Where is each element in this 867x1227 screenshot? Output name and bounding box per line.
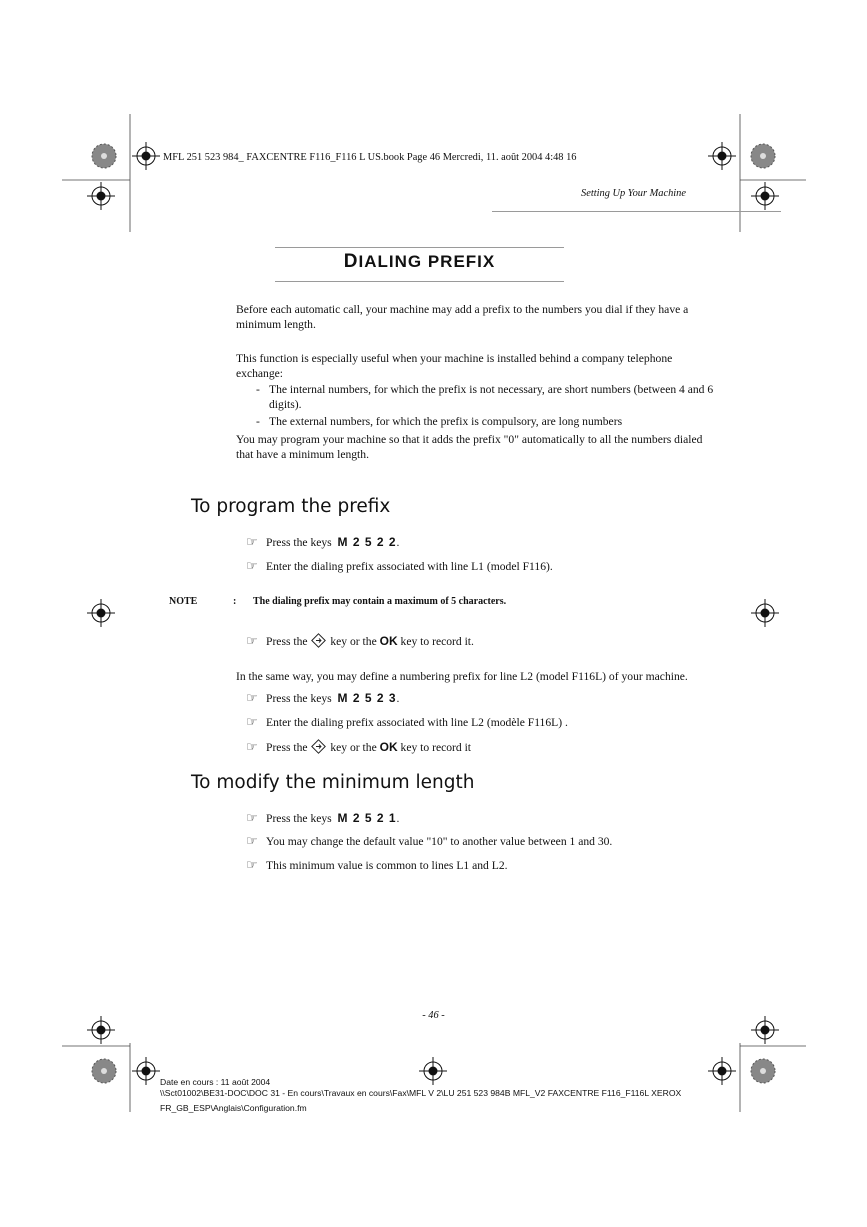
- title-rule-bottom: [275, 281, 564, 282]
- step-press-start-or-ok-l2: ☞ Press the key or the OK key to record it: [246, 740, 472, 755]
- footer-date: Date en cours : 11 août 2004: [160, 1077, 271, 1087]
- registration-mark-icon: [419, 1057, 447, 1085]
- registration-mark-icon: [132, 1057, 160, 1085]
- note-label: NOTE: [169, 596, 198, 607]
- step-press-keys-m2521: ☞ Press the keys M 2 5 2 1.: [246, 811, 400, 826]
- star-target-icon: [92, 144, 116, 168]
- ok-key-label: OK: [379, 740, 398, 754]
- pointing-hand-icon: ☞: [246, 715, 258, 730]
- step-press-keys-m2523: ☞ Press the keys M 2 5 2 3.: [246, 691, 400, 706]
- star-target-icon: [92, 1059, 116, 1083]
- intro-bullet-list: [256, 382, 722, 429]
- star-target-icon: [751, 1059, 775, 1083]
- step-enter-prefix-l2: ☞ Enter the dialing prefix associated with line L2 (modèle F116L) .: [246, 715, 568, 730]
- title-word2: PREFIX: [427, 252, 496, 271]
- list-item: - The internal numbers, for which the prefix is not necessary, are short numbers (between 4 and 6 digits).: [256, 383, 714, 411]
- diamond-start-key-icon: [311, 633, 326, 648]
- ok-key-label: OK: [379, 634, 398, 648]
- page-title: [275, 251, 564, 273]
- step-change-default-value: ☞ You may change the default value "10" to another value between 1 and 30.: [246, 834, 613, 849]
- registration-mark-icon: [708, 142, 736, 170]
- page-number: - 46 -: [422, 1010, 445, 1021]
- pointing-hand-icon: ☞: [246, 740, 258, 755]
- intro-paragraph-2: This function is especially useful when your machine is installed behind a company telephone exchange:: [236, 352, 673, 380]
- line2-paragraph: In the same way, you may define a numbering prefix for line L2 (model F116L) of your machine.: [236, 670, 688, 683]
- intro-paragraph-3: You may program your machine so that it adds the prefix "0" automatically to all the numbers dialed that have a minimum length.: [236, 433, 703, 461]
- footer-path: \\Sct01002\BE31-DOC\DOC 31 - En cours\Travaux en cours\Fax\MFL V 2\LU 251 523 984B MFL_V2 FAXCENTRE F116_F116L XEROX: [160, 1088, 682, 1098]
- step-press-keys-m2522: ☞ Press the keys M 2 5 2 2.: [246, 535, 400, 550]
- intro-paragraph-1: Before each automatic call, your machine may add a prefix to the numbers you dial if they have a minimum length.: [236, 303, 689, 331]
- registration-mark-icon: [132, 142, 160, 170]
- registration-mark-icon: [708, 1057, 736, 1085]
- step-common-minimum: ☞ This minimum value is common to lines L1 and L2.: [246, 858, 508, 873]
- key-sequence: M 2 5 2 3: [337, 691, 397, 705]
- note-colon: :: [233, 596, 237, 607]
- pointing-hand-icon: ☞: [246, 834, 258, 849]
- title-rule-top: [275, 247, 564, 248]
- registration-mark-icon: [751, 599, 779, 627]
- pointing-hand-icon: ☞: [246, 634, 258, 649]
- pointing-hand-icon: ☞: [246, 691, 258, 706]
- running-head: Setting Up Your Machine: [581, 188, 686, 199]
- pointing-hand-icon: ☞: [246, 811, 258, 826]
- pointing-hand-icon: ☞: [246, 535, 258, 550]
- registration-mark-icon: [751, 182, 779, 210]
- section-heading-program-prefix: To program the prefix: [191, 496, 391, 517]
- section-heading-modify-min-length: To modify the minimum length: [191, 772, 475, 793]
- running-head-rule: [492, 211, 781, 212]
- footer-file: FR_GB_ESP\Anglais\Configuration.fm: [160, 1103, 307, 1113]
- book-file-header: MFL 251 523 984_ FAXCENTRE F116_F116 L US.book Page 46 Mercredi, 11. août 2004 4:48 16: [163, 152, 577, 163]
- pointing-hand-icon: ☞: [246, 858, 258, 873]
- title-initial: D: [343, 251, 359, 272]
- pointing-hand-icon: ☞: [246, 559, 258, 574]
- registration-mark-icon: [87, 182, 115, 210]
- title-word1: IALING: [358, 252, 423, 271]
- step-press-start-or-ok: ☞ Press the key or the OK key to record it.: [246, 634, 474, 649]
- diamond-start-key-icon: [311, 739, 326, 754]
- star-target-icon: [751, 144, 775, 168]
- list-item: - The external numbers, for which the prefix is compulsory, are long numbers: [256, 415, 623, 428]
- step-enter-prefix-l1: ☞ Enter the dialing prefix associated with line L1 (model F116).: [246, 559, 553, 574]
- registration-mark-icon: [87, 599, 115, 627]
- key-sequence: M 2 5 2 2: [337, 535, 397, 549]
- note-text: The dialing prefix may contain a maximum of 5 characters.: [253, 596, 507, 607]
- key-sequence: M 2 5 2 1: [337, 811, 397, 825]
